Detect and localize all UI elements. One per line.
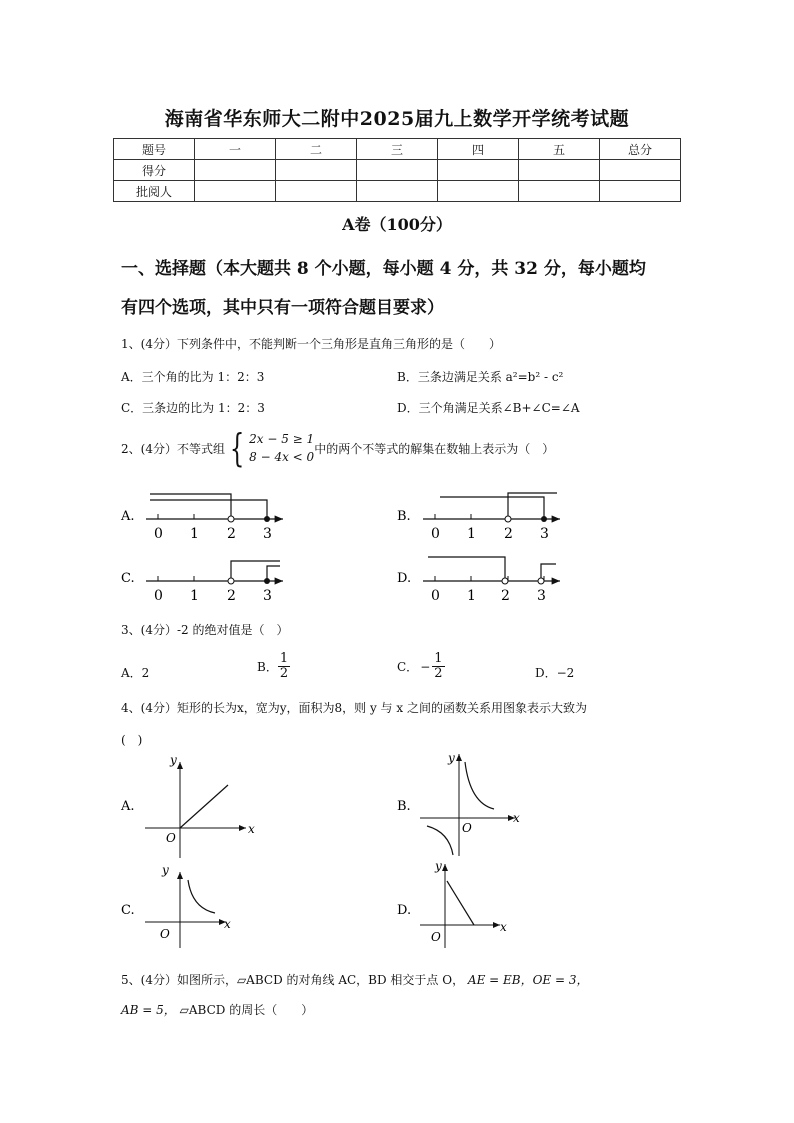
denominator: 2 <box>279 666 289 682</box>
q3-option-b[interactable] <box>257 652 290 682</box>
axis-label-x: x <box>513 811 520 825</box>
q3-option-c[interactable] <box>397 652 445 682</box>
origin-label: O <box>462 821 472 835</box>
q1-option-c[interactable]: C．三条边的比为 1：2：3 <box>121 401 265 415</box>
ticks <box>158 576 267 581</box>
inequality-system <box>225 426 315 470</box>
tick-label: 0 <box>154 588 163 604</box>
solution-bracket <box>150 500 267 519</box>
q5-formula-a: AE = EB，OE = 3， <box>467 973 589 987</box>
closed-dot <box>541 516 547 522</box>
tick-label: 1 <box>467 588 476 604</box>
q4-label-c[interactable]: C. <box>121 903 135 918</box>
score-input-cell[interactable] <box>276 160 357 181</box>
minus-sign: − <box>420 659 431 674</box>
tick-label: 2 <box>227 588 236 604</box>
tick-label: 2 <box>501 588 510 604</box>
table-cell: 一 <box>195 139 276 160</box>
option-label: C． <box>397 660 419 675</box>
q5-line1 <box>121 971 589 988</box>
table-cell: 得分 <box>114 160 195 181</box>
q2-prefix: 2、(4分）不等式组 <box>121 441 225 456</box>
q1-option-a[interactable]: A．三个角的比为 1：2：3 <box>121 370 265 384</box>
table-cell: 五 <box>519 139 600 160</box>
tick-label: 1 <box>190 526 199 542</box>
axis-label-y: y <box>448 751 455 765</box>
table-cell: 二 <box>276 139 357 160</box>
tick-label: 1 <box>190 588 199 604</box>
score-input-cell[interactable] <box>600 181 681 202</box>
table-cell: 总分 <box>600 139 681 160</box>
q5-formula-b: AB = 5， <box>121 1003 176 1017</box>
function-curve <box>188 880 215 913</box>
open-dot <box>538 578 544 584</box>
page-title: 海南省华东师大二附中2025届九上数学开学统考试题 <box>164 108 630 130</box>
table-row <box>114 181 681 202</box>
table-cell: 三 <box>357 139 438 160</box>
volume-label: A卷（100分） <box>342 215 452 234</box>
open-dot <box>505 516 511 522</box>
denominator: 2 <box>434 666 443 682</box>
tick-label: 3 <box>263 588 272 604</box>
function-curve <box>427 826 453 855</box>
function-curve <box>180 785 228 828</box>
tick-label: 3 <box>540 526 549 542</box>
origin-label: O <box>160 927 170 941</box>
q4-graphs <box>0 748 794 948</box>
ticks <box>435 576 544 581</box>
closed-dot <box>264 516 270 522</box>
q4-stem: 4、(4分）矩形的长为x，宽为y，面积为8，则 y 与 x 之间的函数关系用图象表示大致为 <box>121 701 587 715</box>
inequality-2: 8 − 4x < 0 <box>249 450 315 464</box>
origin-label: O <box>431 930 441 944</box>
function-curve <box>465 762 494 809</box>
table-cell: 四 <box>438 139 519 160</box>
score-input-cell[interactable] <box>438 181 519 202</box>
q3-option-d[interactable]: D．−2 <box>535 666 575 680</box>
solution-bracket <box>440 497 544 519</box>
score-input-cell[interactable] <box>276 181 357 202</box>
q3-stem: 3、(4分）-2 的绝对值是（ ） <box>121 623 289 637</box>
axis-label-y: y <box>162 863 169 877</box>
fraction <box>432 652 444 682</box>
table-row <box>114 160 681 181</box>
score-table <box>113 138 681 202</box>
solution-bracket <box>428 557 505 581</box>
tick-label: 0 <box>154 526 163 542</box>
score-input-cell[interactable] <box>357 181 438 202</box>
q2-number-lines <box>0 480 794 610</box>
q4-label-d[interactable]: D. <box>397 903 412 918</box>
solution-bracket <box>231 561 280 581</box>
tick-label: 0 <box>431 526 440 542</box>
score-input-cell[interactable] <box>600 160 681 181</box>
option-label: B． <box>257 660 278 675</box>
score-input-cell[interactable] <box>195 181 276 202</box>
q5-text-b: ▱ABCD 的周长（ ） <box>179 1003 314 1017</box>
ticks <box>158 514 267 519</box>
tick-label: 2 <box>504 526 513 542</box>
table-cell: 批阅人 <box>114 181 195 202</box>
score-input-cell[interactable] <box>519 181 600 202</box>
q4-paren: ( ) <box>121 733 143 747</box>
table-row <box>114 139 681 160</box>
q4-label-b[interactable]: B. <box>397 799 411 814</box>
axis-label-y: y <box>170 753 177 767</box>
axis-label-x: x <box>224 917 231 931</box>
score-input-cell[interactable] <box>357 160 438 181</box>
tick-label: 3 <box>263 526 272 542</box>
section-heading-line2: 有四个选项，其中只有一项符合题目要求） <box>121 298 444 318</box>
q1-option-d[interactable]: D．三个角满足关系∠B+∠C=∠A <box>397 401 580 415</box>
q5-text-a: 5、(4分）如图所示，▱ABCD 的对角线 AC，BD 相交于点 O， <box>121 973 465 987</box>
q3-option-a[interactable]: A．2 <box>121 666 150 680</box>
tick-label: 0 <box>431 588 440 604</box>
axis-label-x: x <box>248 822 255 836</box>
solution-bracket <box>150 494 231 519</box>
q2-label-c[interactable]: C. <box>121 571 135 586</box>
numerator: 1 <box>279 651 289 666</box>
open-dot <box>228 516 234 522</box>
open-dot <box>228 578 234 584</box>
fraction <box>278 652 290 682</box>
q2-stem <box>121 426 555 470</box>
tick-label: 1 <box>467 526 476 542</box>
score-input-cell[interactable] <box>519 160 600 181</box>
score-input-cell[interactable] <box>195 160 276 181</box>
score-input-cell[interactable] <box>438 160 519 181</box>
q2-label-d[interactable]: D. <box>397 571 412 586</box>
q4-label-a[interactable]: A. <box>121 799 135 814</box>
tick-label: 3 <box>537 588 546 604</box>
q5-line2 <box>121 1001 313 1018</box>
q2-label-a[interactable]: A. <box>121 509 135 524</box>
q1-stem: 1、(4分）下列条件中，不能判断一个三角形是直角三角形的是（ ） <box>121 337 501 351</box>
function-curve <box>447 881 474 925</box>
open-dot <box>502 578 508 584</box>
inequality-1: 2x − 5 ≥ 1 <box>249 432 315 446</box>
section-heading-line1: 一、选择题（本大题共 8 个小题，每小题 4 分，共 32 分，每小题均 <box>121 259 646 279</box>
axis-label-y: y <box>435 859 442 873</box>
table-cell: 题号 <box>114 139 195 160</box>
numerator: 1 <box>434 651 443 666</box>
q1-option-b[interactable]: B．三条边满足关系 a²=b² - c² <box>397 370 564 384</box>
origin-label: O <box>166 831 176 845</box>
ticks <box>435 514 544 519</box>
q2-suffix: 中的两个不等式的解集在数轴上表示为（ ） <box>314 441 555 456</box>
tick-label: 2 <box>227 526 236 542</box>
axis-label-x: x <box>500 920 507 934</box>
brace-symbol: { <box>229 426 245 470</box>
closed-dot <box>264 578 270 584</box>
q2-label-b[interactable]: B. <box>397 509 411 524</box>
